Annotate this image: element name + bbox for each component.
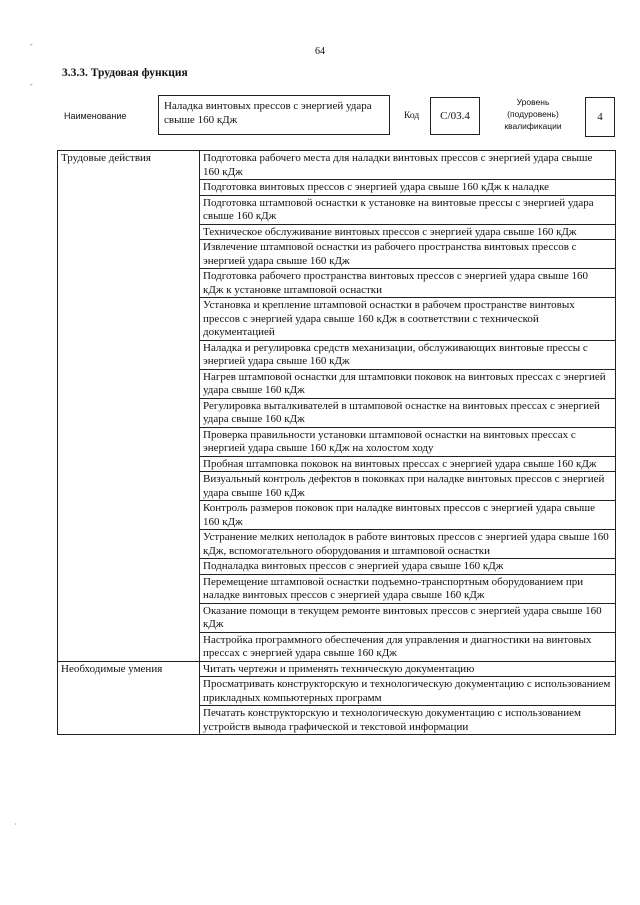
qualification-level-label: Уровень (подуровень) квалификации [504,97,562,131]
item-cell: Проверка правильности установки штамповой оснастки на винтовых прессах с энергией удара свыше 160 кДж на холостом ходу [200,427,616,456]
name-label: Наименование [64,111,127,121]
item-cell: Читать чертежи и применять техническую документацию [200,661,616,677]
item-cell: Контроль размеров поковок при наладке винтовых прессов с энергией удара свыше 160 кДж [200,501,616,530]
table-row [58,661,616,677]
margin-mark: - [30,40,33,49]
item-cell: Подналадка винтовых прессов с энергией удара свыше 160 кДж [200,559,616,575]
item-cell: Подготовка рабочего места для наладки винтовых прессов с энергией удара свыше 160 кДж [200,151,616,180]
item-cell: Подготовка винтовых прессов с энергией удара свыше 160 кДж к наладке [200,180,616,196]
code-label: Код [404,111,420,121]
item-cell: Подготовка штамповой оснастки к установке на винтовые прессы с энергией удара свыше 160 кДж [200,195,616,224]
qualification-level-value-box: 4 [585,97,615,137]
name-value-box: Наладка винтовых прессов с энергией удара свыше 160 кДж [158,95,390,135]
item-cell: Настройка программного обеспечения для управления и диагностики на винтовых прессах с энергией удара свыше 160 кДж [200,632,616,661]
item-cell: Просматривать конструкторскую и технологическую документацию с использованием прикладных компьютерных программ [200,677,616,706]
item-cell: Устранение мелких неполадок в работе винтовых прессов с энергией удара свыше 160 кДж, вспомогательного оборудования и штамповой оснастки [200,530,616,559]
labor-function-table [57,150,616,735]
section-header-cell: Необходимые умения [58,661,200,735]
table-row [58,151,616,180]
page-number: 64 [315,46,325,57]
item-cell: Регулировка выталкивателей в штамповой оснастке на винтовых прессах с энергией удара свыше 160 кДж [200,398,616,427]
item-cell: Оказание помощи в текущем ремонте винтовых прессов с энергией удара свыше 160 кДж [200,603,616,632]
code-value-box: С/03.4 [430,97,480,135]
item-cell: Установка и крепление штамповой оснастки в рабочем пространстве винтовых прессов с энергией удара свыше 160 кДж в соответствии с технической документацией [200,298,616,341]
item-cell: Визуальный контроль дефектов в поковках при наладке винтовых прессов с энергией удара свыше 160 кДж [200,472,616,501]
item-cell: Перемещение штамповой оснастки подъемно-транспортным оборудованием при наладке винтовых прессов с энергией удара свыше 160 кДж [200,574,616,603]
section-header-cell: Трудовые действия [58,151,200,662]
section-title: 3.3.3. Трудовая функция [62,67,188,79]
item-cell: Нагрев штамповой оснастки для штамповки поковок на винтовых прессах с энергией удара свыше 160 кДж [200,369,616,398]
margin-mark: · [14,820,17,829]
item-cell: Печатать конструкторскую и технологическую документацию с использованием устройств вывода графической и текстовой информации [200,706,616,735]
margin-mark: - [30,80,33,89]
item-cell: Подготовка рабочего пространства винтовых прессов с энергией удара свыше 160 кДж к установке штамповой оснастки [200,269,616,298]
item-cell: Техническое обслуживание винтовых прессов с энергией удара свыше 160 кДж [200,224,616,240]
item-cell: Пробная штамповка поковок на винтовых прессах с энергией удара свыше 160 кДж [200,456,616,472]
item-cell: Извлечение штамповой оснастки из рабочего пространства винтовых прессов с энергией удара свыше 160 кДж [200,240,616,269]
item-cell: Наладка и регулировка средств механизации, обслуживающих винтовые прессы с энергией удара свыше 160 кДж [200,340,616,369]
